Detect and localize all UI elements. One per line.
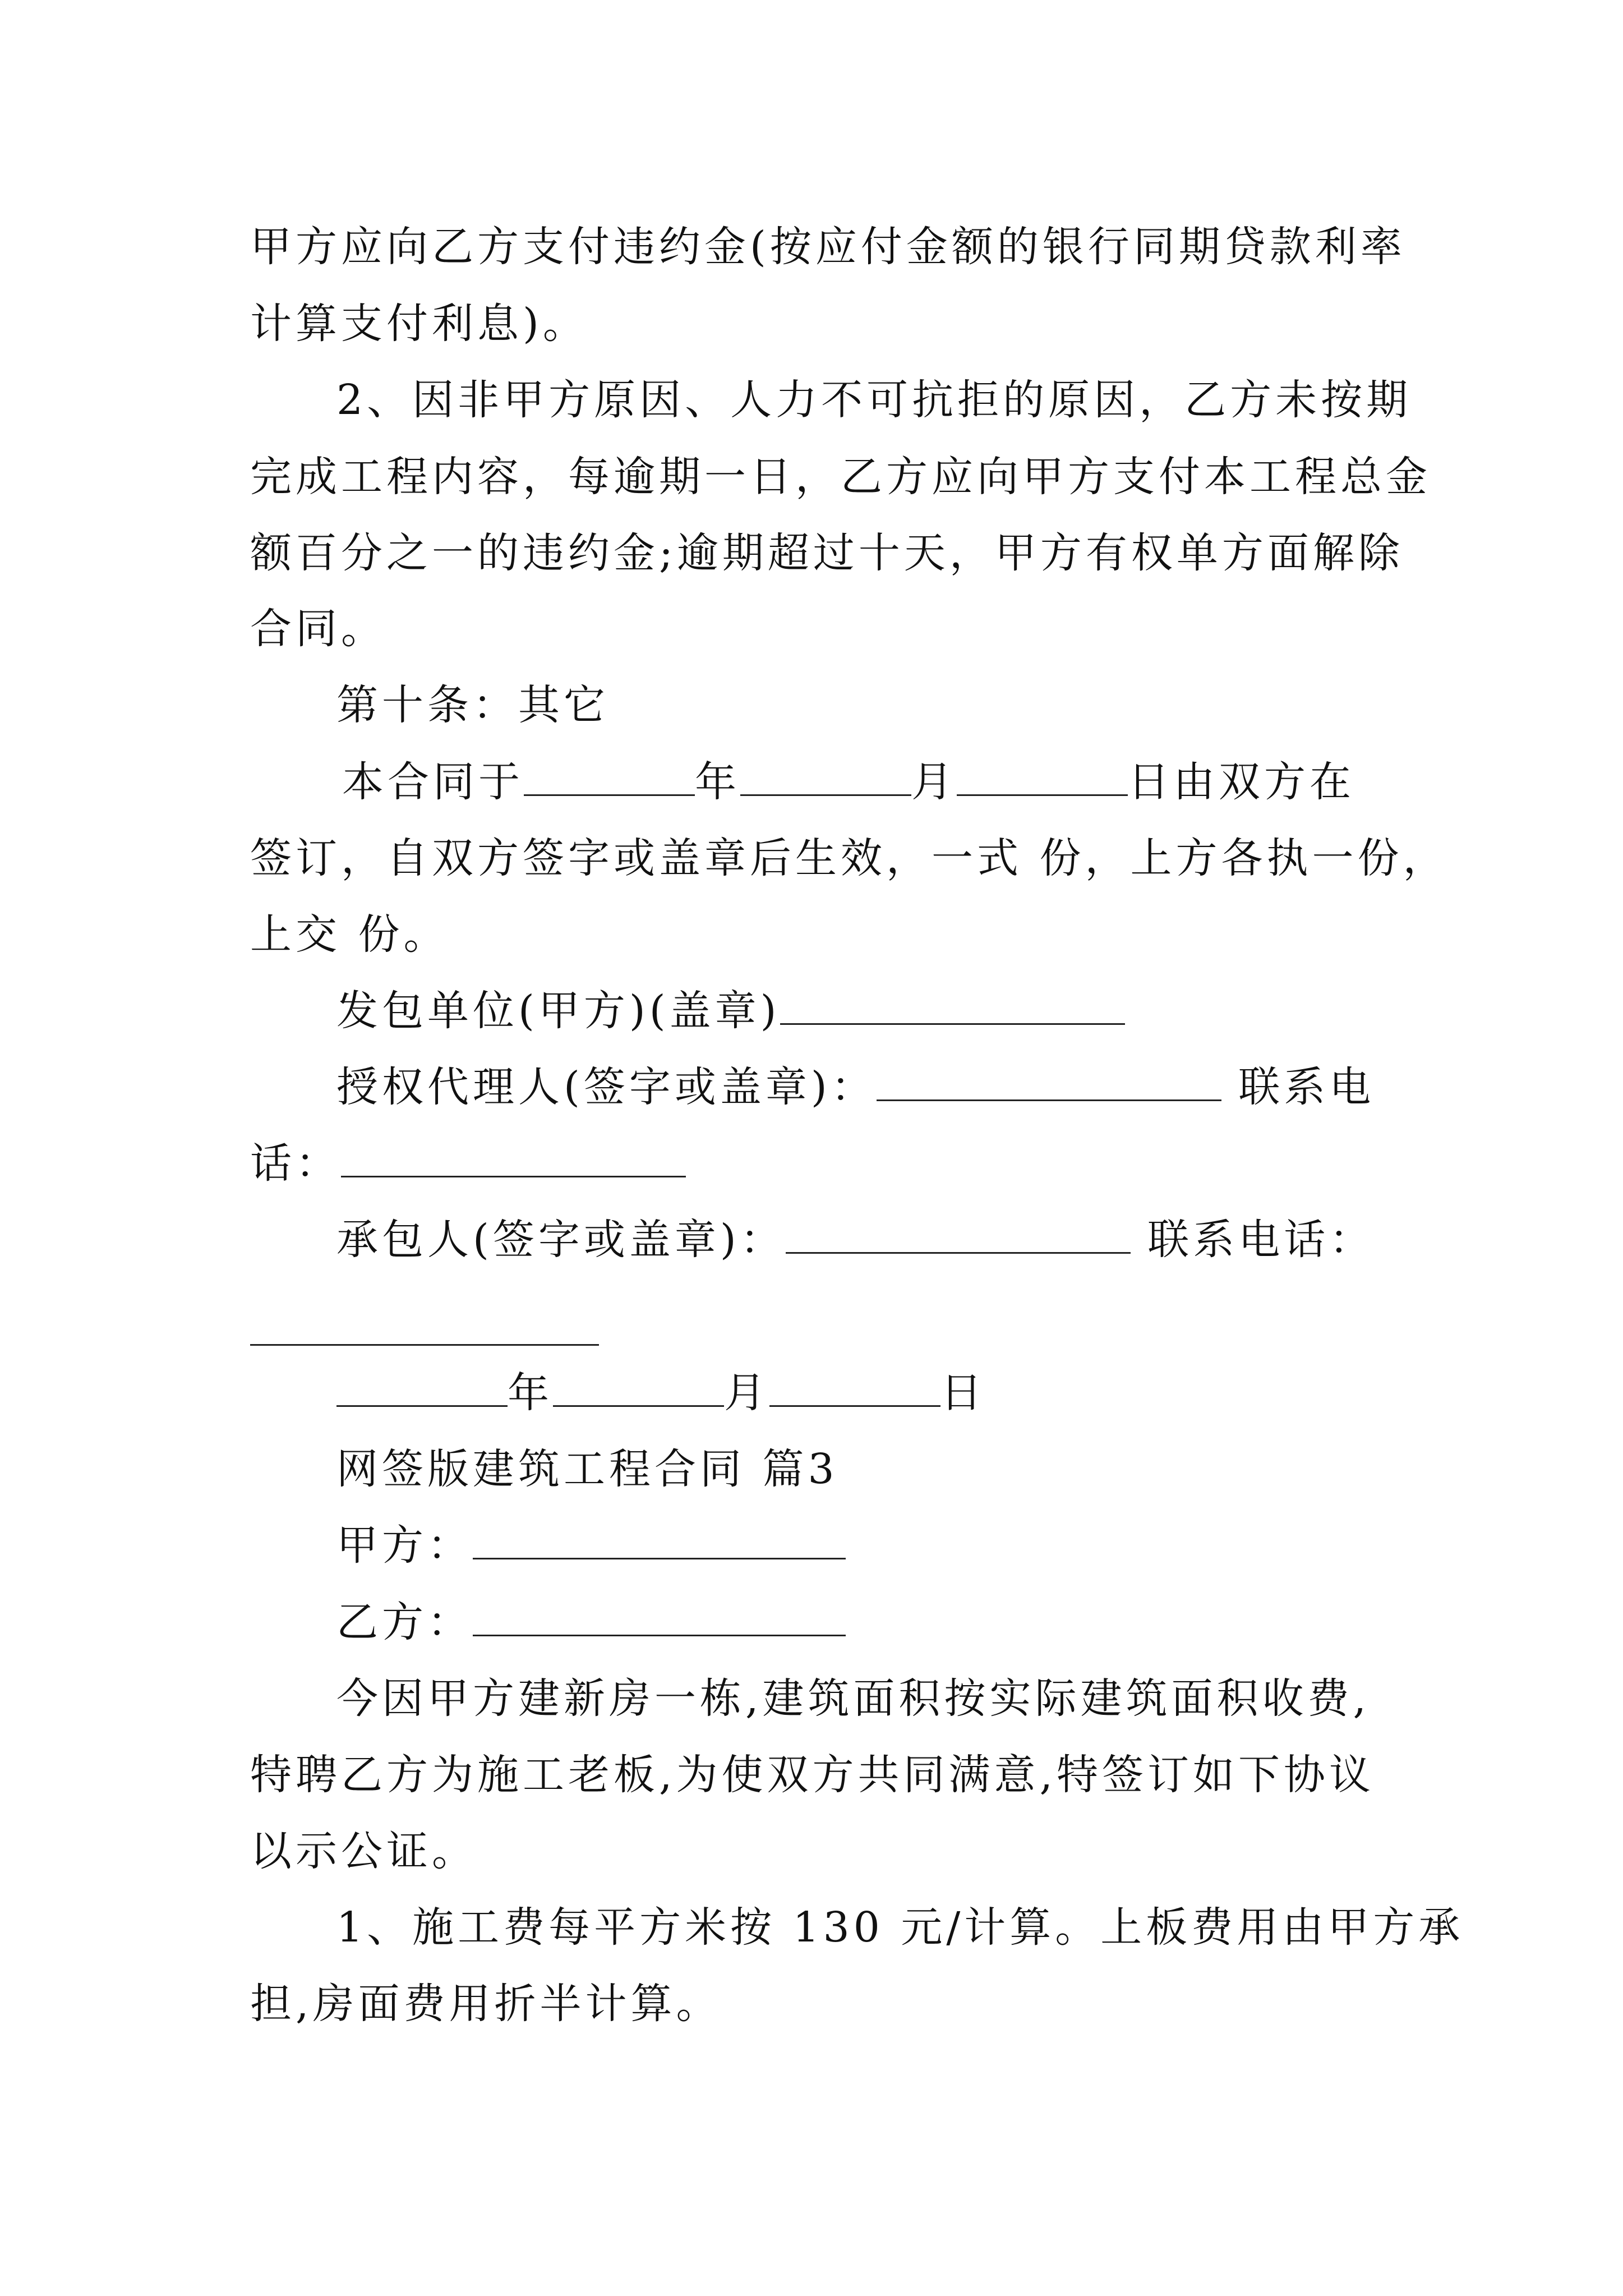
month-blank xyxy=(553,1365,724,1407)
agent-blank xyxy=(877,1059,1221,1101)
paragraph-line: 今因甲方建新房一栋,建筑面积按实际建筑面积收费, xyxy=(336,1674,1371,1723)
paragraph-line: 额百分之一的违约金;逾期超过十天，甲方有权单方面解除 xyxy=(250,529,1404,577)
month-label: 月 xyxy=(724,1369,769,1417)
signing-prefix: 本合同于 xyxy=(342,758,524,806)
paragraph-line: 甲方应向乙方支付违约金(按应付金额的银行同期贷款利率 xyxy=(250,223,1406,271)
paragraph-line: 合同。 xyxy=(250,605,386,653)
section-title: 网签版建筑工程合同 篇3 xyxy=(336,1445,838,1493)
agent-phone-label: 联系电 xyxy=(1238,1063,1375,1111)
contractor-phone-label: 联系电话： xyxy=(1147,1216,1375,1264)
party-a-line xyxy=(336,1517,846,1573)
agent-phone-label-cont: 话： xyxy=(250,1139,341,1188)
year-label: 年 xyxy=(695,758,740,806)
date-line xyxy=(336,1365,986,1421)
paragraph-line: 上交 份。 xyxy=(250,910,449,959)
contractor-phone-blank xyxy=(250,1344,599,1346)
paragraph-line: 签订，自双方签字或盖章后生效，一式 份，上方各执一份， xyxy=(250,834,1449,882)
agent-phone-blank xyxy=(341,1135,686,1177)
party-b-line xyxy=(336,1594,846,1650)
month-blank xyxy=(740,754,911,796)
paragraph-line: 1、施工费每平方米按 130 元/计算。上板费用由甲方承 xyxy=(336,1903,1464,1952)
party-a-label: 甲方： xyxy=(336,1521,473,1570)
paragraph-line: 以示公证。 xyxy=(250,1827,477,1875)
year-blank xyxy=(336,1365,508,1407)
contractor-label: 承包人(签字或盖章)： xyxy=(336,1216,786,1264)
day-label: 日 xyxy=(940,1369,986,1417)
paragraph-line: 计算支付利息)。 xyxy=(250,300,588,348)
article-heading: 第十条：其它 xyxy=(336,681,609,729)
signing-suffix: 日由双方在 xyxy=(1128,758,1355,806)
agent-line xyxy=(336,1059,1375,1115)
agent-phone-line xyxy=(250,1135,686,1191)
agent-label: 授权代理人(签字或盖章)： xyxy=(336,1063,877,1111)
party-a-unit-line xyxy=(336,983,1125,1039)
contractor-line xyxy=(336,1212,1375,1268)
day-blank xyxy=(957,754,1128,796)
party-b-label: 乙方： xyxy=(336,1598,473,1646)
contractor-blank xyxy=(786,1212,1131,1254)
year-label: 年 xyxy=(508,1369,553,1417)
party-a-unit-blank xyxy=(780,983,1125,1025)
paragraph-line: 特聘乙方为施工老板,为使双方共同满意,特签订如下协议 xyxy=(250,1751,1375,1799)
party-a-unit-label: 发包单位(甲方)(盖章) xyxy=(336,987,781,1035)
paragraph-line: 2、因非甲方原因、人力不可抗拒的原因，乙方未按期 xyxy=(336,376,1412,424)
party-b-blank xyxy=(473,1594,846,1636)
party-a-blank xyxy=(473,1517,846,1559)
signing-date-line xyxy=(342,754,1355,810)
year-blank xyxy=(524,754,695,796)
month-label: 月 xyxy=(911,758,957,806)
paragraph-line: 完成工程内容，每逾期一日，乙方应向甲方支付本工程总金 xyxy=(250,453,1431,501)
paragraph-line: 担,房面费用折半计算。 xyxy=(250,1980,722,2028)
day-blank xyxy=(769,1365,940,1407)
